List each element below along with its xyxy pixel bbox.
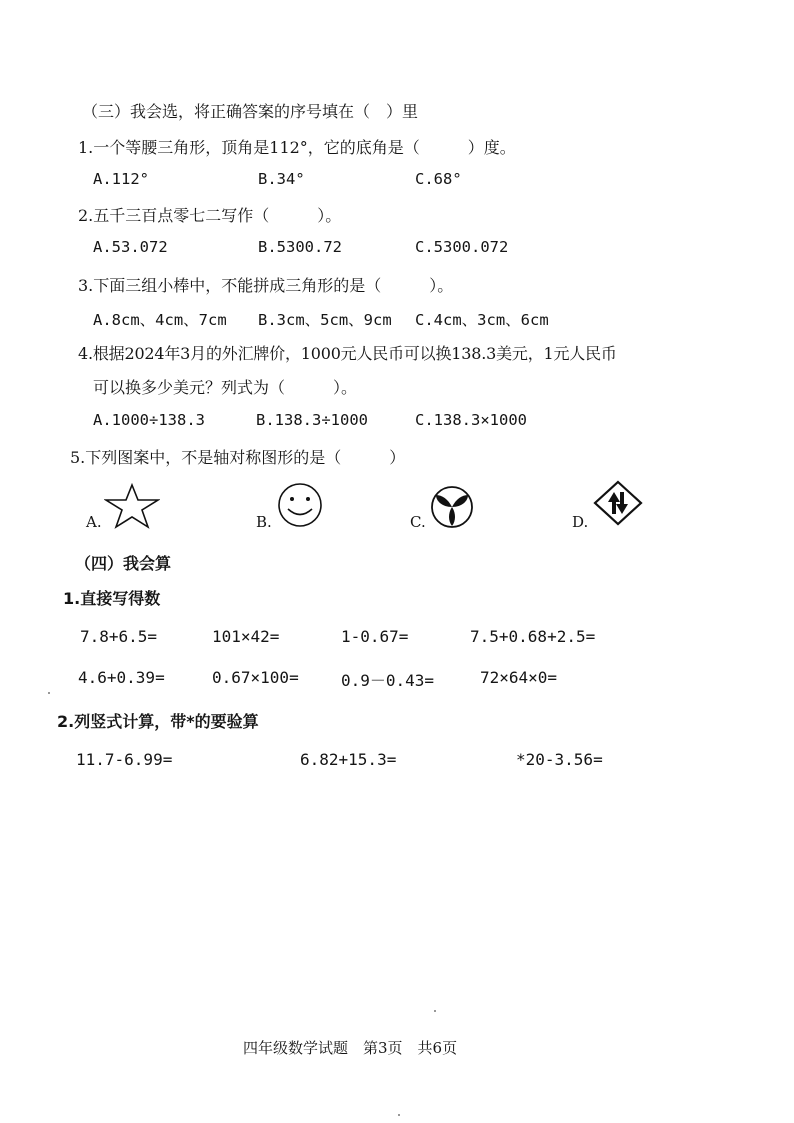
calc-1-1: 7.8+6.5= (80, 627, 158, 646)
q3-option-b: B.3cm、5cm、9cm (258, 311, 392, 329)
section-3-title: （三）我会选，将正确答案的序号填在（ ）里 (82, 102, 419, 121)
calc-2-2: 0.67×100= (212, 668, 299, 687)
question-1: 1.一个等腰三角形，顶角是112°，它的底角是（ ）度。 (78, 138, 516, 157)
scan-speck (398, 1114, 400, 1116)
q4-option-a: A.1000÷138.3 (93, 411, 205, 429)
q5-option-c-label: C. (410, 513, 426, 531)
q3-option-a: A.8cm、4cm、7cm (93, 311, 227, 329)
calc-1-3: 1-0.67= (341, 627, 409, 646)
section-4-title: （四）我会算 (75, 554, 172, 573)
vertical-calc-2: 6.82+15.3= (300, 750, 397, 769)
page-footer: 四年级数学试题 第3页 共6页 (243, 1039, 458, 1057)
q5-option-a-label: A. (86, 513, 102, 531)
q3-option-c: C.4cm、3cm、6cm (415, 311, 549, 329)
q4-option-c: C.138.3×1000 (415, 411, 527, 429)
q1-option-b: B.34° (258, 170, 305, 188)
q1-option-a: A.112° (93, 170, 149, 188)
calc-2-1: 4.6+0.39= (78, 668, 165, 687)
question-5: 5.下列图案中，不是轴对称图形的是（ ） (70, 448, 406, 467)
question-3: 3.下面三组小棒中，不能拼成三角形的是（ ）。 (78, 276, 454, 295)
star-icon (104, 483, 160, 529)
part-1-title: 1.直接写得数 (63, 589, 161, 608)
q5-option-d-label: D. (572, 513, 589, 531)
smiley-face-icon (276, 482, 324, 528)
calc-1-4: 7.5+0.68+2.5= (470, 627, 596, 646)
q2-option-c: C.5300.072 (415, 238, 509, 256)
scan-speck (48, 692, 50, 694)
q5-option-b-label: B. (256, 513, 272, 531)
question-4-line-2: 可以换多少美元？列式为（ ）。 (93, 378, 358, 397)
q4-option-b: B.138.3÷1000 (256, 411, 368, 429)
vertical-calc-3: *20-3.56= (516, 750, 603, 769)
scan-speck (434, 1010, 436, 1012)
calc-2-3: 0.9－0.43= (341, 671, 435, 690)
three-leaf-circle-icon (428, 485, 476, 529)
question-2: 2.五千三百点零七二写作（ ）。 (78, 206, 342, 225)
part-2-title: 2.列竖式计算，带*的要验算 (57, 712, 259, 731)
diamond-arrows-icon (592, 480, 644, 526)
q1-option-c: C.68° (415, 170, 462, 188)
calc-2-4: 72×64×0= (480, 668, 558, 687)
q2-option-b: B.5300.72 (258, 238, 342, 256)
q2-option-a: A.53.072 (93, 238, 168, 256)
vertical-calc-1: 11.7-6.99= (76, 750, 173, 769)
question-4-line-1: 4.根据2024年3月的外汇牌价，1000元人民币可以换138.3美元，1元人民币 (78, 344, 617, 363)
calc-1-2: 101×42= (212, 627, 280, 646)
